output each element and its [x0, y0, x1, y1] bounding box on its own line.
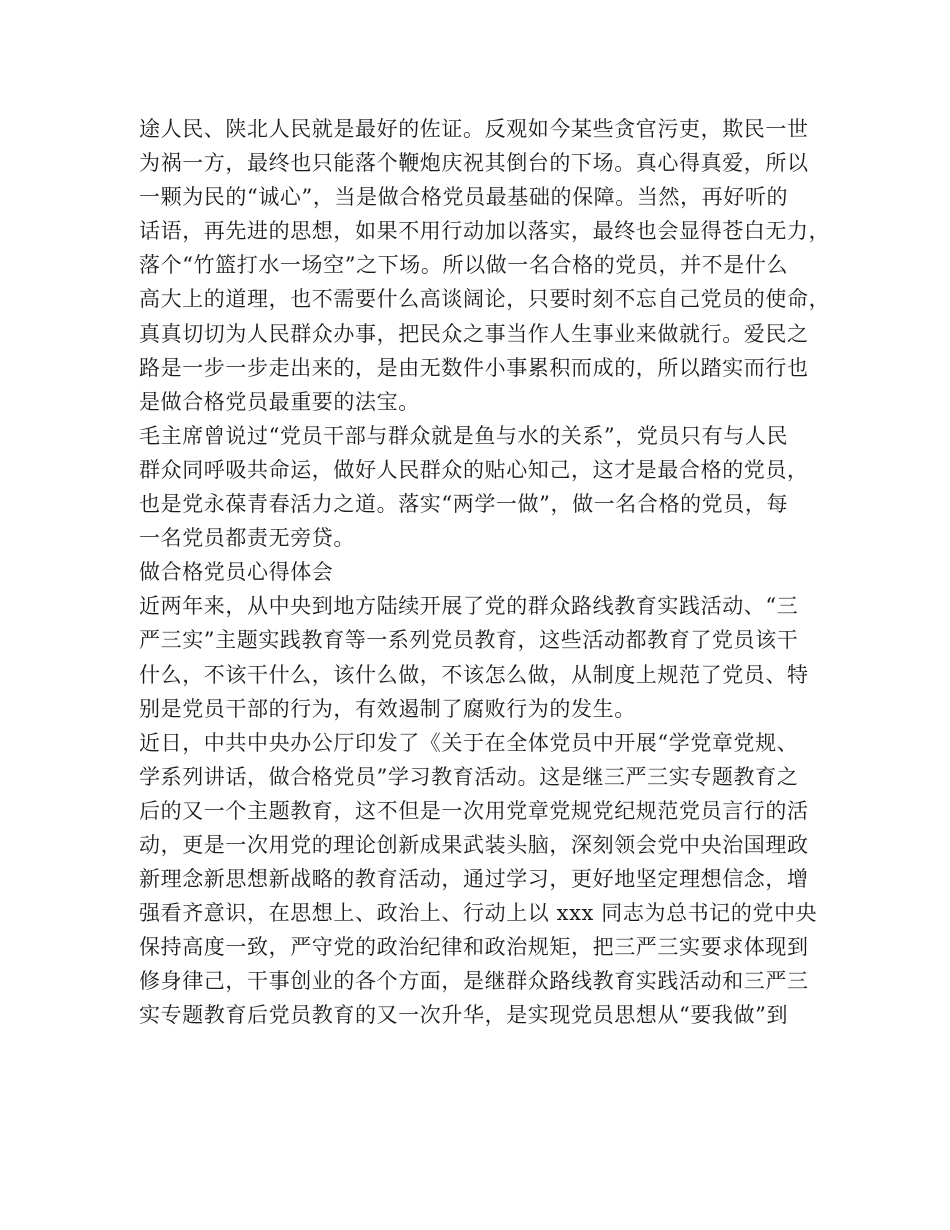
- text-line: 动，更是一次用党的理论创新成果武装头脑，深刻领会党中央治国理政: [139, 832, 809, 857]
- text-line: 近日，中共中央办公厅印发了《关于在全体党员中开展“学党章党规、: [139, 730, 799, 755]
- text-line: 路是一步一步走出来的，是由无数件小事累积而成的，所以踏实而行也: [139, 355, 809, 380]
- text-line: 新理念新思想新战略的教育活动，通过学习，更好地坚定理想信念，增: [139, 867, 809, 892]
- text-line: 学系列讲话，做合格党员”学习教育活动。这是继三严三实专题教育之: [139, 764, 799, 789]
- text-line: 别是党员干部的行为，有效遏制了腐败行为的发生。: [139, 696, 636, 721]
- text-line: 强看齐意识，在思想上、政治上、行动上以 xxx 同志为总书记的党中央: [139, 901, 818, 926]
- text-line: 群众同呼吸共命运，做好人民群众的贴心知己，这才是最合格的党员，: [139, 457, 809, 482]
- text-line: 也是党永葆青春活力之道。落实“两学一做”，做一名合格的党员，每: [139, 492, 789, 517]
- text-line: 高大上的道理，也不需要什么高谈阔论，只要时刻不忘自己党员的使命，: [139, 287, 831, 312]
- section-heading: 做合格党员心得体会: [139, 560, 334, 585]
- text-line: 真真切切为人民群众办事，把民众之事当作人生事业来做就行。爱民之: [139, 321, 809, 346]
- text-line: 为祸一方，最终也只能落个鞭炮庆祝其倒台的下场。真心得真爱，所以: [139, 151, 809, 176]
- text-line: 一颗为民的“诚心”，当是做合格党员最基础的保障。当然，再好听的: [139, 185, 789, 210]
- text-line: 后的又一个主题教育，这不但是一次用党章党规党纪规范党员言行的活: [139, 798, 809, 823]
- text-line: 是做合格党员最重要的法宝。: [139, 389, 420, 414]
- text-line: 什么，不该干什么，该什么做，不该怎么做，从制度上规范了党员、特: [139, 662, 809, 687]
- text-line: 毛主席曾说过“党员干部与群众就是鱼与水的关系”，党员只有与人民: [139, 423, 789, 448]
- text-line: 话语，再先进的思想，如果不用行动加以落实，最终也会显得苍白无力，: [139, 219, 831, 244]
- text-line: 近两年来，从中央到地方陆续开展了党的群众路线教育实践活动、“三: [139, 594, 799, 619]
- text-line: 落个“竹篮打水一场空”之下场。所以做一名合格的党员，并不是什么: [139, 253, 789, 278]
- text-line: 一名党员都责无旁贷。: [139, 526, 355, 551]
- text-line: 严三实”主题实践教育等一系列党员教育，这些活动都教育了党员该干: [139, 628, 799, 653]
- text-line: 保持高度一致，严守党的政治纪律和政治规矩，把三严三实要求体现到: [139, 935, 809, 960]
- text-line: 实专题教育后党员教育的又一次升华，是实现党员思想从“要我做”到: [139, 1003, 789, 1028]
- text-line: 途人民、陕北人民就是最好的佐证。反观如今某些贪官污吏，欺民一世: [139, 117, 809, 141]
- document-body: [139, 112, 839, 1033]
- text-line: 修身律己，干事创业的各个方面，是继群众路线教育实践活动和三严三: [139, 969, 809, 994]
